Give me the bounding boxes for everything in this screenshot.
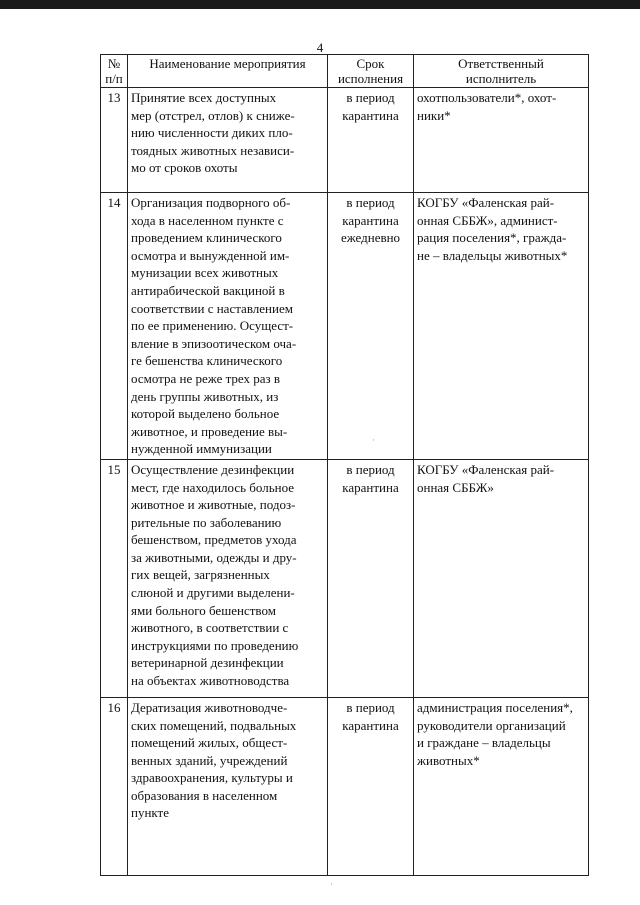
row-number: 13 — [101, 88, 128, 193]
table-row — [101, 697, 589, 875]
measure-executor: КОГБУ «Фаленская рай- онная СББЖ», админист- рация поселения*, гражда- не – владельцы животных* — [414, 193, 589, 460]
header-measure-name: Наименование мероприятия — [128, 55, 328, 88]
measure-executor: администрация поселения*, руководители организаций и граждане – владельцы животных* — [414, 697, 589, 875]
measure-term: в период карантина — [328, 697, 414, 875]
measure-name: Принятие всех доступных мер (отстрел, отлов) к сниже- нию численности диких пло- тоядных животных независи- мо от сроков охоты — [128, 88, 328, 193]
row-number: 15 — [101, 459, 128, 697]
measure-name: Организация подворного об- хода в населенном пункте с проведением клинического осмотра и вынужденной им- мунизации всех животных антирабической вакциной в соответствии с наставлением по ее применению. Осущест- вление в эпизоотическом оча- ге бешенства клинического осмотра не реже трех раз в день группы животных, из которой выделено больное животное, и проведение вы- нужденной иммунизации — [128, 193, 328, 460]
scan-speck: · — [330, 880, 333, 890]
measure-executor: КОГБУ «Фаленская рай- онная СББЖ» — [414, 459, 589, 697]
measure-name: Дератизация животноводче- ских помещений, подвальных помещений жилых, общест- венных зданий, учреждений здравоохранения, культуры и образования в населенном пункте — [128, 697, 328, 875]
header-term: Срок исполнения — [328, 55, 414, 88]
row-number: 16 — [101, 697, 128, 875]
page-number: 4 — [316, 40, 324, 55]
table-row — [101, 459, 589, 697]
measure-executor: охотпользователи*, охот- ники* — [414, 88, 589, 193]
row-number: 14 — [101, 193, 128, 460]
measures-table — [100, 54, 589, 876]
table-row — [101, 88, 589, 193]
header-executor: Ответственный исполнитель — [414, 55, 589, 88]
measure-term: в период карантина — [328, 88, 414, 193]
measure-name: Осуществление дезинфекции мест, где находилось больное животное и животные, подоз- рительные по заболеванию бешенством, предметов ухода за животными, одежды и дру- гих вещей, загрязненных слюной и другими выделени- ями больного бешенством животного, в соответствии с инструкциями по проведению ветеринарной дезинфекции на объектах животноводства — [128, 459, 328, 697]
scan-top-border — [0, 0, 640, 9]
table-row — [101, 193, 589, 460]
measure-term: в период карантина ежедневно — [328, 193, 414, 460]
table-header-row — [101, 55, 589, 88]
scan-speck: · — [372, 436, 375, 446]
measure-term: в период карантина — [328, 459, 414, 697]
header-number: № п/п — [101, 55, 128, 88]
